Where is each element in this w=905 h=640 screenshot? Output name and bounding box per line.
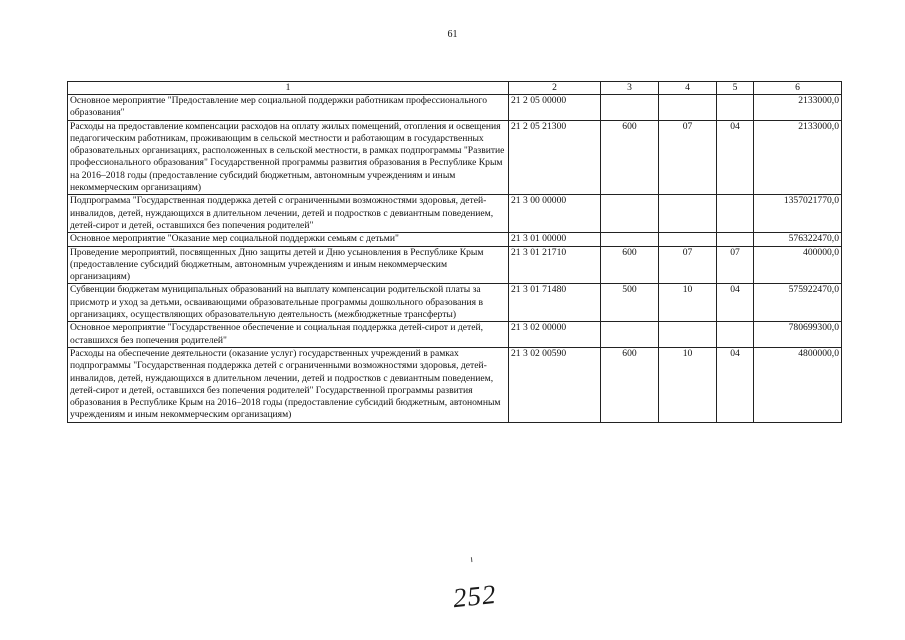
row-col-4: 07 bbox=[659, 120, 717, 195]
table-row bbox=[68, 195, 842, 233]
page-number: 61 bbox=[447, 29, 458, 40]
row-code: 21 3 01 21710 bbox=[509, 246, 601, 284]
row-col-5: 07 bbox=[717, 246, 754, 284]
row-col-3: 500 bbox=[601, 284, 659, 322]
row-amount: 575922470,0 bbox=[754, 284, 842, 322]
row-col-4: 07 bbox=[659, 246, 717, 284]
handwritten-page-number: 252 bbox=[451, 578, 498, 614]
row-code: 21 3 00 00000 bbox=[509, 195, 601, 233]
row-col-3: 600 bbox=[601, 246, 659, 284]
row-description: Основное мероприятие "Оказание мер социальной поддержки семьям с детьми" bbox=[68, 233, 509, 246]
header-col-1: 1 bbox=[68, 82, 509, 95]
row-code: 21 2 05 00000 bbox=[509, 95, 601, 121]
row-col-5: 04 bbox=[717, 347, 754, 422]
table-row bbox=[68, 120, 842, 195]
row-col-3: 600 bbox=[601, 347, 659, 422]
row-col-5 bbox=[717, 322, 754, 348]
table-body bbox=[68, 95, 842, 423]
row-code: 21 3 02 00590 bbox=[509, 347, 601, 422]
row-description: Подпрограмма "Государственная поддержка детей с ограниченными возможностями здоровья, детей-инвалидов, детей, нуждающихся в длительном лечении, детей и подростков с девиантным поведением, детей-сирот и детей, оставшихся без попечения родителей" bbox=[68, 195, 509, 233]
row-col-4 bbox=[659, 233, 717, 246]
row-col-3 bbox=[601, 322, 659, 348]
table-row bbox=[68, 246, 842, 284]
row-amount: 780699300,0 bbox=[754, 322, 842, 348]
row-amount: 400000,0 bbox=[754, 246, 842, 284]
row-col-5 bbox=[717, 95, 754, 121]
header-col-6: 6 bbox=[754, 82, 842, 95]
row-col-4: 10 bbox=[659, 284, 717, 322]
row-col-3 bbox=[601, 233, 659, 246]
row-description: Основное мероприятие "Предоставление мер социальной поддержки работникам профессионального образования" bbox=[68, 95, 509, 121]
row-description: Расходы на предоставление компенсации расходов на оплату жилых помещений, отопления и освещения педагогическим работникам, проживающим в сельской местности и работающим в государственных образовательных организациях, расположенных в сельской местности, в рамках подпрограммы "Развитие профессионального образования" Государственной программы развития образования в Республике Крым на 2016–2018 годы (предоставление субсидий бюджетным, автономным учреждениям и иным некоммерческим организациям) bbox=[68, 120, 509, 195]
row-col-3 bbox=[601, 95, 659, 121]
table-row bbox=[68, 95, 842, 121]
row-amount: 4800000,0 bbox=[754, 347, 842, 422]
header-col-5: 5 bbox=[717, 82, 754, 95]
budget-table bbox=[67, 81, 842, 423]
row-col-5 bbox=[717, 233, 754, 246]
header-col-4: 4 bbox=[659, 82, 717, 95]
row-col-4: 10 bbox=[659, 347, 717, 422]
row-amount: 576322470,0 bbox=[754, 233, 842, 246]
row-description: Субвенции бюджетам муниципальных образований на выплату компенсации родительской платы за присмотр и уход за детьми, осваивающими образовательные программы дошкольного образования в организациях, осуществляющих образовательную деятельность (межбюджетные трансферты) bbox=[68, 284, 509, 322]
table-row bbox=[68, 322, 842, 348]
header-row bbox=[68, 82, 842, 95]
row-col-5: 04 bbox=[717, 284, 754, 322]
table-row bbox=[68, 347, 842, 422]
table-row bbox=[68, 284, 842, 322]
row-col-3: 600 bbox=[601, 120, 659, 195]
table-header bbox=[68, 82, 842, 95]
row-col-4 bbox=[659, 322, 717, 348]
header-col-2: 2 bbox=[509, 82, 601, 95]
row-description: Расходы на обеспечение деятельности (оказание услуг) государственных учреждений в рамках подпрограммы "Государственная поддержка детей с ограниченными возможностями здоровья, детей-инвалидов, детей, нуждающихся в длительном лечении, детей и подростков с девиантным поведением, детей-сирот и детей, оставшихся без попечения родителей" Государственной программы развития образования в Республике Крым на 2016–2018 годы (предоставление субсидий бюджетным, автономным учреждениям и иным некоммерческим организациям) bbox=[68, 347, 509, 422]
row-col-4 bbox=[659, 95, 717, 121]
row-code: 21 2 05 21300 bbox=[509, 120, 601, 195]
row-code: 21 3 01 00000 bbox=[509, 233, 601, 246]
row-col-5: 04 bbox=[717, 120, 754, 195]
row-description: Проведение мероприятий, посвященных Дню защиты детей и Дню усыновления в Республике Крым (предоставление субсидий бюджетным, автономным учреждениям и иным некоммерческим организациям) bbox=[68, 246, 509, 284]
table-row bbox=[68, 233, 842, 246]
row-amount: 2133000,0 bbox=[754, 95, 842, 121]
row-code: 21 3 01 71480 bbox=[509, 284, 601, 322]
row-description: Основное мероприятие "Государственное обеспечение и социальная поддержка детей-сирот и детей, оставшихся без попечения родителей" bbox=[68, 322, 509, 348]
header-col-3: 3 bbox=[601, 82, 659, 95]
row-col-5 bbox=[717, 195, 754, 233]
row-amount: 1357021770,0 bbox=[754, 195, 842, 233]
row-amount: 2133000,0 bbox=[754, 120, 842, 195]
row-code: 21 3 02 00000 bbox=[509, 322, 601, 348]
row-col-4 bbox=[659, 195, 717, 233]
row-col-3 bbox=[601, 195, 659, 233]
